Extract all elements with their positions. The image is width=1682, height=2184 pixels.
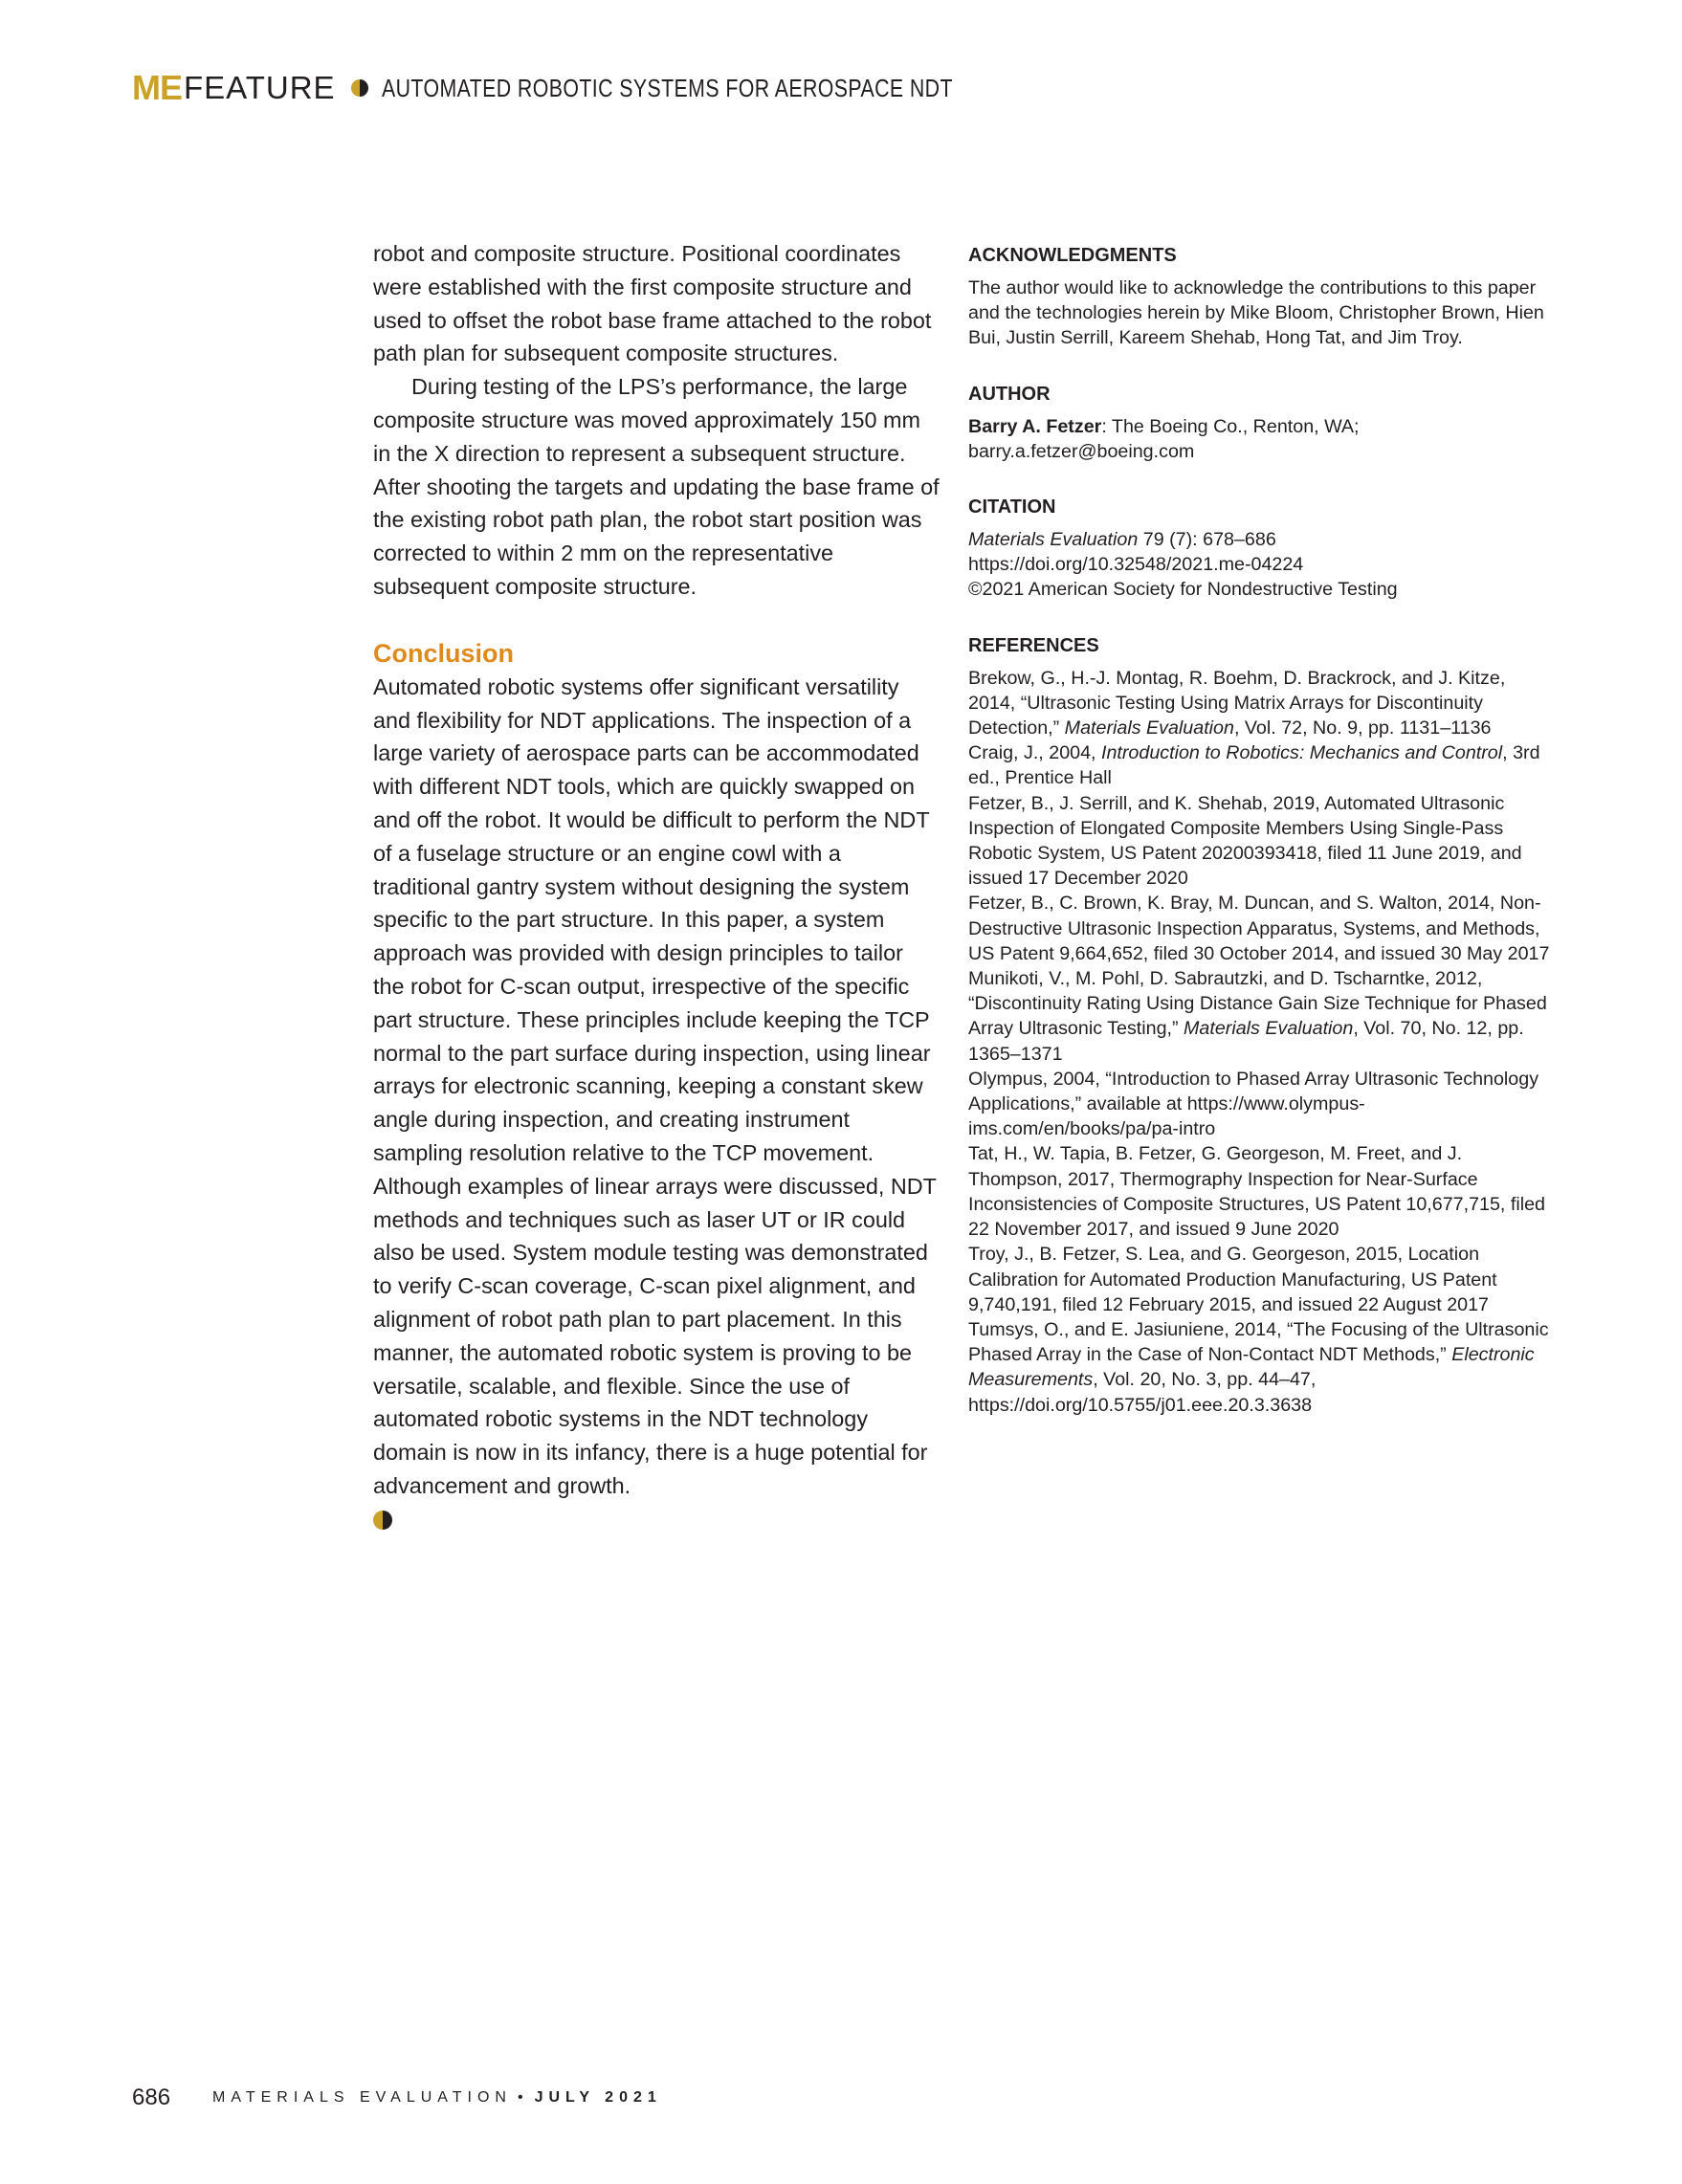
footer-issue: JULY 2021 — [534, 2089, 662, 2106]
reference-item — [968, 966, 1552, 1067]
reference-text: , Vol. 20, No. 3, pp. 44–47, https://doi.org/10.5755/j01.eee.20.3.3638 — [968, 1369, 1317, 1416]
reference-item — [968, 1067, 1552, 1142]
author-line — [968, 414, 1552, 439]
reference-title: Materials Evaluation — [1064, 717, 1234, 739]
reference-text: Fetzer, B., J. Serrill, and K. Shehab, 2019, Automated Ultrasonic Inspection of Elongated Composite Members Using Single-Pass Robotic System, US Patent 20200393418, filed 11 June 2019, and issued 17 December 2020 — [968, 792, 1522, 890]
reference-item — [968, 666, 1552, 741]
left-column — [373, 237, 940, 1532]
citation-doi: https://doi.org/10.32548/2021.me-04224 — [968, 554, 1304, 576]
reference-text: , Vol. 72, No. 9, pp. 1131–1136 — [1233, 717, 1492, 739]
reference-item — [968, 1317, 1552, 1418]
running-header — [132, 69, 1077, 107]
body-paragraph: robot and composite structure. Positional coordinates were established with the first composite structure and used to offset the robot base frame attached to the robot path plan for subsequent composite structures. — [373, 241, 932, 366]
reference-list — [968, 666, 1552, 1418]
reference-text: , 3rd ed., Prentice Hall — [968, 742, 1540, 789]
half-circle-icon — [351, 79, 368, 97]
reference-text: Olympus, 2004, “Introduction to Phased Array Ultrasonic Technology Applications,” available at https://www.olympus-ims.com/en/books/pa/pa-intro — [968, 1068, 1539, 1140]
reference-text: Munikoti, V., M. Pohl, D. Sabrautzki, and D. Tscharntke, 2012, “Discontinuity Rating Using Distance Gain Size Technique for Phased Array Ultrasonic Testing,” — [968, 968, 1547, 1040]
reference-item — [968, 891, 1552, 966]
footer-journal: MATERIALS EVALUATION — [212, 2089, 512, 2106]
reference-text: Troy, J., B. Fetzer, S. Lea, and G. Georgeson, 2015, Location Calibration for Automated Production Manufacturing, US Patent 9,740,191, filed 12 February 2015, and issued 22 August 2017 — [968, 1244, 1497, 1315]
end-mark — [373, 1509, 940, 1532]
reference-title: Electronic Measurements — [968, 1344, 1535, 1391]
reference-text: Brekow, G., H.-J. Montag, R. Boehm, D. Brackrock, and J. Kitze, 2014, “Ultrasonic Testing Using Matrix Arrays for Discontinuity Detection,” — [968, 667, 1506, 739]
references-section — [968, 633, 1552, 1418]
citation-heading: CITATION — [968, 496, 1056, 518]
author-section — [968, 382, 1552, 464]
author-heading: AUTHOR — [968, 383, 1051, 405]
author-name: Barry A. Fetzer — [968, 415, 1102, 437]
reference-item — [968, 1242, 1552, 1317]
citation-section — [968, 495, 1552, 603]
acknowledgments-section — [968, 243, 1552, 351]
right-column — [968, 243, 1552, 1448]
author-email: barry.a.fetzer@boeing.com — [968, 440, 1195, 462]
reference-title: Introduction to Robotics: Mechanics and Control — [1100, 742, 1503, 764]
citation-copyright: ©2021 American Society for Nondestructive Testing — [968, 579, 1398, 601]
body-paragraph: During testing of the LPS’s performance, the large composite structure was moved approximately 150 mm in the X direction to represent a subsequent structure. After shooting the targets and updating the base frame of the existing robot path plan, the robot start position was corrected to within 2 mm on the representative subsequent composite structure. — [373, 374, 940, 599]
references-heading: REFERENCES — [968, 634, 1099, 656]
author-affiliation: : The Boeing Co., Renton, WA; — [1101, 415, 1360, 437]
reference-text: , Vol. 70, No. 12, pp. 1365–1371 — [968, 1018, 1524, 1065]
reference-item — [968, 740, 1552, 790]
brand-me: ME — [132, 68, 182, 107]
reference-text: Craig, J., 2004, — [968, 742, 1101, 764]
reference-title: Materials Evaluation — [1184, 1018, 1354, 1040]
footer-separator: • — [517, 2089, 523, 2106]
conclusion-heading: Conclusion — [373, 638, 514, 668]
page-footer — [132, 2084, 662, 2112]
citation-line — [968, 527, 1552, 552]
acknowledgments-text: The author would like to acknowledge the contributions to this paper and the technologies herein by Mike Bloom, Christopher Brown, Hien Bui, Justin Serrill, Kareem Shehab, Hong Tat, and Jim Troy. — [968, 277, 1544, 349]
running-title: AUTOMATED ROBOTIC SYSTEMS FOR AEROSPACE NDT — [381, 73, 953, 102]
page-number: 686 — [132, 2085, 171, 2110]
end-of-article-icon — [373, 1511, 392, 1530]
citation-volume: 79 (7): 678–686 — [1138, 529, 1276, 551]
citation-journal: Materials Evaluation — [968, 529, 1139, 551]
reference-text: Fetzer, B., C. Brown, K. Bray, M. Duncan, and S. Walton, 2014, Non-Destructive Ultrasonic Inspection Apparatus, Systems, and Methods, US Patent 9,664,652, filed 30 October 2014, and issued 30 May 2017 — [968, 893, 1550, 964]
brand-feature: FEATURE — [184, 70, 336, 105]
reference-text: Tumsys, O., and E. Jasiuniene, 2014, “The Focusing of the Ultrasonic Phased Array in the Case of Non-Contact NDT Methods,” — [968, 1318, 1549, 1366]
acknowledgments-heading: ACKNOWLEDGMENTS — [968, 245, 1177, 266]
reference-item — [968, 1141, 1552, 1242]
conclusion-paragraph: Automated robotic systems offer significant versatility and flexibility for NDT applications. The inspection of a large variety of aerospace parts can be accommodated with different NDT tools, which are quickly swapped on and off the robot. It would be difficult to perform the NDT of a fuselage structure or an engine cowl with a traditional gantry system without designing the system specific to the part structure. In this paper, a system approach was provided with design principles to tailor the robot for C-scan output, irrespective of the specific part structure. These principles include keeping the TCP normal to the part surface during inspection, using linear arrays for electronic scanning, keeping a constant skew angle during inspection, and creating instrument sampling resolution relative to the TCP movement. Although examples of linear arrays were discussed, NDT methods and techniques such as laser UT or IR could also be used. System module testing was demonstrated to verify C-scan coverage, C-scan pixel alignment, and alignment of robot path plan to part placement. In this manner, the automated robotic system is proving to be versatile, scalable, and flexible. Since the use of automated robotic systems in the NDT technology domain is now in its infancy, there is a huge potential for advancement and growth. — [373, 673, 937, 1498]
reference-item — [968, 791, 1552, 892]
reference-text: Tat, H., W. Tapia, B. Fetzer, G. Georgeson, M. Freet, and J. Thompson, 2017, Thermography Inspection for Near-Surface Inconsistencies of Composite Structures, US Patent 10,677,715, filed 22 November 2017, and issued 9 June 2020 — [968, 1143, 1545, 1241]
